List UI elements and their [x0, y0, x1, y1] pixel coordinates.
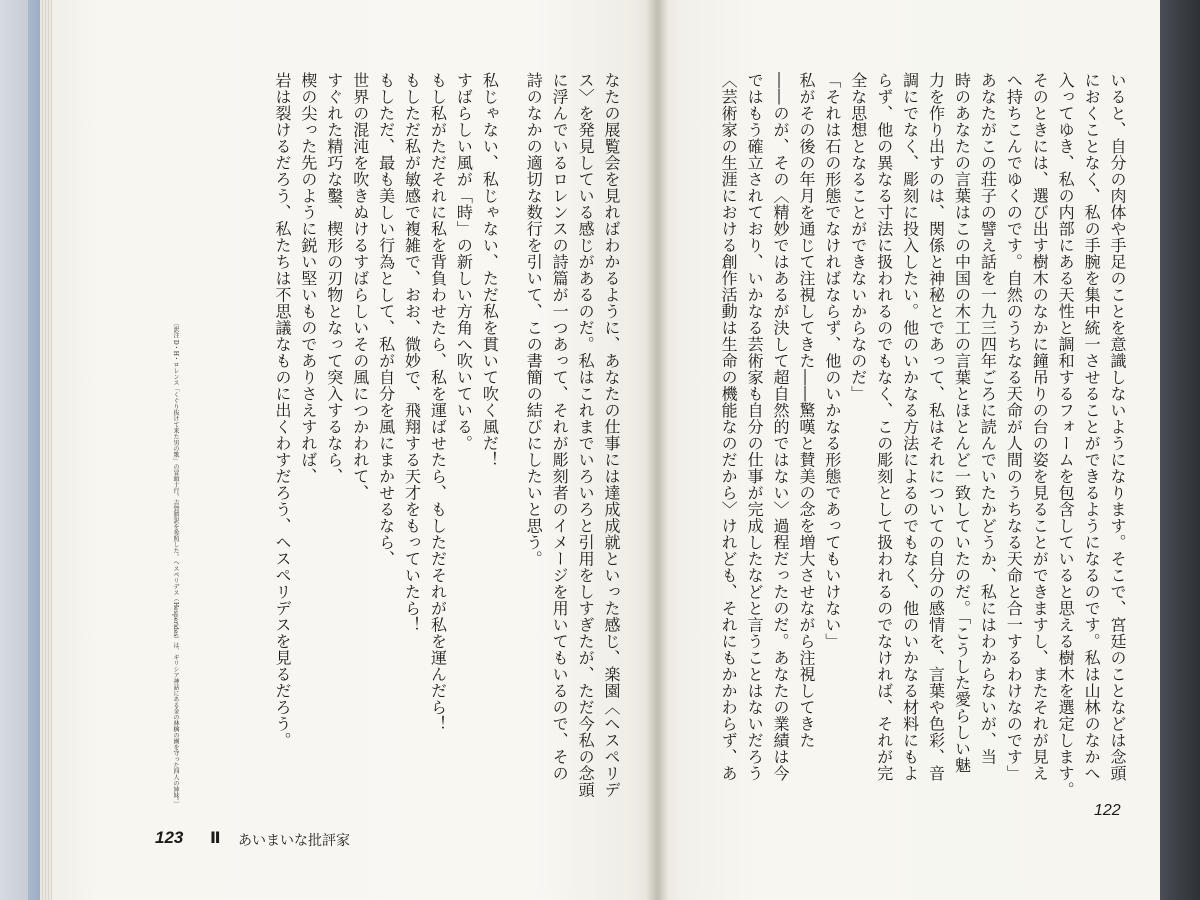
poem-line: 私じゃない、私じゃない、ただ私を貫いて吹く風だ！	[480, 72, 500, 468]
poem-line: 世界の混沌を吹きぬけるすばらしいその風につかわれて、	[350, 72, 370, 501]
text-line: におくことなく、私の手腕を集中統一させることができるようになるのです。私は山林のなかへ	[1082, 72, 1102, 782]
page-number-left: 123	[155, 828, 184, 847]
text-line: あなたがこの荘子の譬え話を一九三四年ごろに読んでいたかどうか、私にはわからないが、当	[978, 72, 998, 765]
poem-line: すばらしい風が「時」の新しい方角へ吹いている。	[454, 72, 474, 452]
poem-line: もしただ、最も美しい行為として、私が自分を風にまかせるなら、	[376, 72, 396, 567]
text-line: 入ってゆき、私の内部にある天性と調和するフォームを包含していると思える樹木を選定します。	[1056, 72, 1076, 798]
book-gutter	[646, 0, 668, 900]
text-line: 時のあなたの言葉はこの中国の木工の言葉とほとんど一致していたのだ。「こうした愛らしい魅	[952, 72, 972, 774]
text-line: そのときには、選び出す樹木のなかに鐘吊りの台の姿を見ることができますし、またそれが見え	[1030, 72, 1050, 782]
text-line: ――のが、その〈精妙ではあるが決して超自然的ではない〉過程だったのだ。あなたの業績は今	[771, 72, 791, 782]
left-page-body	[184, 72, 624, 802]
poem-line: 岩は裂けるだろう、私たちは不思議なものに出くわすだろう、ヘスペリデスを見るだろう。	[272, 72, 292, 749]
part-numeral: Ⅱ	[210, 830, 221, 847]
text-line: へ持ちこんでゆくのです。自然のうちなる天命が人間のうちなる天命と合一するわけなのです」	[1004, 72, 1024, 782]
poem-line: もし私がただそれに私を背負わせたら、私を運ばせたら、もしただそれが私を運んだら！	[428, 72, 448, 732]
text-line: らず、他の異なる寸法に扱われるのでもなく、この彫刻として扱われるのでなければ、それが完	[874, 72, 894, 782]
poem-line: すぐれた精巧な鑿、楔形の刃物となって突入するなら、	[324, 72, 344, 485]
text-line: 詩のなかの適切な数行を引いて、この書簡の結びにしたいと思う。	[524, 72, 544, 567]
text-line: 私がその後の年月を通じて注視してきた――驚嘆と賛美の念を増大させながら注視してきた	[796, 72, 816, 749]
text-line-variant	[0, 0, 1, 1]
text-line: に浮んでいるロレンスの詩篇が一つあって、それが彫刻者のイメージを用いてもいるので、その	[550, 72, 570, 782]
poem-line: 楔の尖った先のように鋭い堅いものでありさえすれば、	[298, 72, 318, 485]
right-page-body	[690, 72, 1130, 802]
text-line: 調にでなく、彫刻に投入したい。他のいかなる方法によるのでもなく、他のいかなる材料にもよ	[900, 72, 920, 782]
text-line: 「それは石の形態でなければならず、他のいかなる形態であってもいけない」	[822, 72, 842, 650]
text-line: 〈芸術家の生涯における創作活動は生命の機能なのだから〉けれども、それにもかかわらず、あ	[719, 72, 739, 782]
poem-line: もしただ私が敏感で複雑で、おお、微妙で、飛翔する天才をもっていたら！	[402, 72, 422, 633]
running-title: あいまいな批評家	[238, 832, 350, 848]
page-number-right: 122	[1094, 802, 1121, 819]
text-line: ス〉を発見している感じがあるのだ。私はこれまでいろいろと引用をしすぎたが、ただ今私の念頭	[576, 72, 596, 798]
text-line: ではもう確立されており、いかなる芸術家も自分の仕事が完成したなどと言うことはないだろう	[745, 72, 765, 782]
translator-footnote: 〔訳注 D・H・ロレンス「くぐり抜けて来た男の歌」の冒頭十行。吉賀勝訳を参照した。ヘスペリデス（Hesperides）は、ギリシア神話にある金の林檎の園を守った四人の姉妹。〕	[172, 320, 179, 808]
text-line: 全な思想となることができないからなのだ」	[848, 72, 868, 402]
blank-line	[502, 72, 520, 802]
desk-shadow-right	[1160, 0, 1200, 900]
text-line: いると、自分の肉体や手足のことを意識しないようになります。そこで、宮廷のことなどは念頭	[1108, 72, 1127, 782]
text-line: 力を作り出すのは、関係と神秘とであって、私はそれについての自分の感情を、言葉や色彩、音	[926, 72, 946, 782]
text-line: なたの展覧会を見ればわかるように、あなたの仕事には達成成就といった感じ、楽園〈ヘスペリデ	[602, 72, 621, 798]
